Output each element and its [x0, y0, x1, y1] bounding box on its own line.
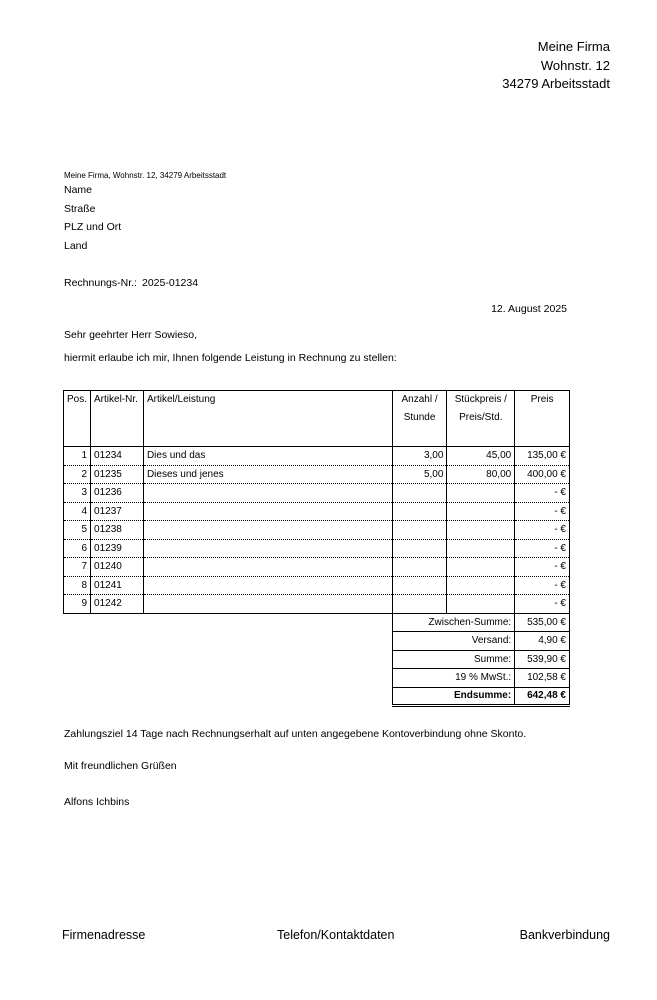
invoice-date: 12. August 2025	[491, 303, 567, 315]
row-quantity	[392, 521, 447, 540]
row-unit-price	[447, 502, 515, 521]
row-quantity	[392, 595, 447, 614]
table-row	[64, 558, 570, 577]
row-price: - €	[515, 558, 570, 577]
row-price: - €	[515, 576, 570, 595]
footer-contact: Telefon/Kontaktdaten	[277, 928, 395, 942]
row-pos: 6	[64, 539, 91, 558]
row-article-no: 01242	[91, 595, 144, 614]
row-pos: 8	[64, 576, 91, 595]
table-row	[64, 595, 570, 614]
totals-label: Versand:	[392, 632, 514, 651]
row-price: 400,00 €	[515, 465, 570, 484]
row-article-no: 01239	[91, 539, 144, 558]
row-quantity	[392, 576, 447, 595]
row-description: Dies und das	[143, 447, 392, 466]
header-article-no: Artikel-Nr.	[91, 391, 144, 447]
return-address-line: Meine Firma, Wohnstr. 12, 34279 Arbeitsstadt	[64, 171, 227, 180]
row-article-no: 01234	[91, 447, 144, 466]
totals-value: 4,90 €	[515, 632, 570, 651]
row-article-no: 01237	[91, 502, 144, 521]
row-unit-price	[447, 595, 515, 614]
row-quantity: 3,00	[392, 447, 447, 466]
row-unit-price: 45,00	[447, 447, 515, 466]
table-row	[64, 502, 570, 521]
table-row	[64, 521, 570, 540]
row-quantity	[392, 539, 447, 558]
totals-value: 539,90 €	[515, 650, 570, 669]
row-quantity	[392, 502, 447, 521]
sender-city: 34279 Arbeitsstadt	[502, 76, 610, 91]
footer-bank: Bankverbindung	[519, 928, 610, 942]
row-unit-price	[447, 558, 515, 577]
sender-address	[502, 38, 610, 94]
totals-row	[64, 687, 570, 706]
row-pos: 3	[64, 484, 91, 503]
row-price: - €	[515, 539, 570, 558]
header-price: Preis	[515, 391, 570, 447]
invoice-number: 2025-01234	[142, 277, 199, 289]
header-pos: Pos.	[64, 391, 91, 447]
table-header-row	[64, 391, 570, 447]
row-description	[143, 502, 392, 521]
row-quantity: 5,00	[392, 465, 447, 484]
header-quantity: Anzahl / Stunde	[392, 391, 447, 447]
row-price: 135,00 €	[515, 447, 570, 466]
invoice-number-label: Rechnungs-Nr.:	[64, 277, 137, 289]
row-article-no: 01240	[91, 558, 144, 577]
totals-value: 535,00 €	[515, 613, 570, 632]
row-price: - €	[515, 484, 570, 503]
totals-value: 642,48 €	[515, 687, 570, 706]
totals-label: Endsumme:	[392, 687, 514, 706]
row-pos: 7	[64, 558, 91, 577]
row-description	[143, 558, 392, 577]
header-description: Artikel/Leistung	[143, 391, 392, 447]
row-unit-price	[447, 539, 515, 558]
row-description	[143, 595, 392, 614]
row-description: Dieses und jenes	[143, 465, 392, 484]
row-article-no: 01235	[91, 465, 144, 484]
intro-text: hiermit erlaube ich mir, Ihnen folgende Leistung in Rechnung zu stellen:	[64, 352, 397, 364]
row-price: - €	[515, 521, 570, 540]
recipient-country: Land	[64, 240, 88, 252]
totals-label: Zwischen-Summe:	[392, 613, 514, 632]
row-description	[143, 539, 392, 558]
closing: Mit freundlichen Grüßen	[64, 760, 177, 772]
row-price: - €	[515, 502, 570, 521]
salutation: Sehr geehrter Herr Sowieso,	[64, 329, 198, 341]
row-article-no: 01241	[91, 576, 144, 595]
row-pos: 4	[64, 502, 91, 521]
row-quantity	[392, 484, 447, 503]
row-article-no: 01238	[91, 521, 144, 540]
row-description	[143, 521, 392, 540]
totals-row	[64, 632, 570, 651]
row-pos: 2	[64, 465, 91, 484]
table-row	[64, 484, 570, 503]
table-row	[64, 447, 570, 466]
row-description	[143, 576, 392, 595]
row-pos: 5	[64, 521, 91, 540]
signature: Alfons Ichbins	[64, 796, 130, 808]
recipient-zip-city: PLZ und Ort	[64, 221, 122, 233]
row-unit-price: 80,00	[447, 465, 515, 484]
invoice-items-table	[63, 390, 570, 707]
row-article-no: 01236	[91, 484, 144, 503]
row-unit-price	[447, 484, 515, 503]
table-row	[64, 539, 570, 558]
totals-row	[64, 669, 570, 688]
header-unit-price: Stückpreis / Preis/Std.	[447, 391, 515, 447]
row-pos: 1	[64, 447, 91, 466]
row-unit-price	[447, 521, 515, 540]
totals-label: 19 % MwSt.:	[392, 669, 514, 688]
footer-company-address: Firmenadresse	[62, 928, 146, 942]
table-row	[64, 465, 570, 484]
table-row	[64, 576, 570, 595]
totals-row	[64, 613, 570, 632]
row-price: - €	[515, 595, 570, 614]
totals-label: Summe:	[392, 650, 514, 669]
recipient-name: Name	[64, 184, 93, 196]
recipient-street: Straße	[64, 203, 96, 215]
sender-street: Wohnstr. 12	[540, 57, 610, 73]
sender-company: Meine Firma	[537, 39, 610, 54]
totals-value: 102,58 €	[515, 669, 570, 688]
row-pos: 9	[64, 595, 91, 614]
row-unit-price	[447, 576, 515, 595]
row-description	[143, 484, 392, 503]
payment-terms: Zahlungsziel 14 Tage nach Rechnungserhalt auf unten angegebene Kontoverbindung ohne Skonto.	[64, 728, 527, 740]
row-quantity	[392, 558, 447, 577]
totals-row	[64, 650, 570, 669]
